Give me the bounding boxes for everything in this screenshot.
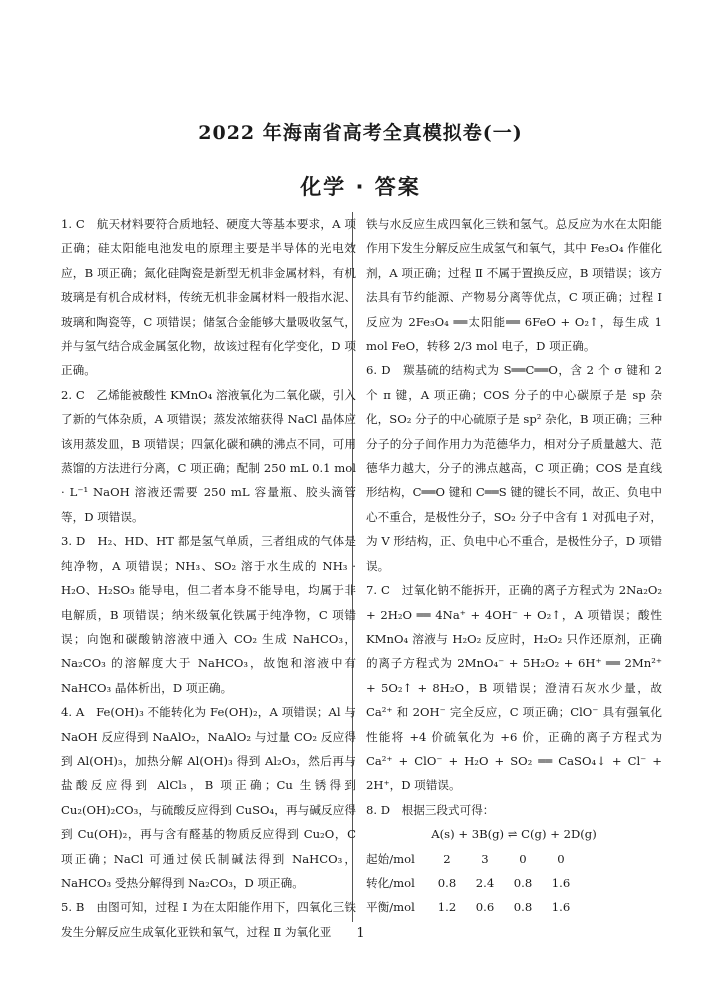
table-cell: 1.6 (551, 900, 571, 915)
row-label: 转化/mol (366, 875, 415, 890)
table-row (366, 847, 662, 871)
table-cell: 0.6 (475, 900, 495, 915)
table-cell: 1.2 (437, 900, 457, 915)
equilibrium-table (366, 822, 662, 920)
table-cell: 2.4 (475, 875, 495, 890)
table-cell: 0.8 (437, 875, 457, 890)
answer-6: 6. D 羰基硫的结构式为 S══C══O，含 2 个 σ 键和 2 个 π 键，A 项正确；COS 分子的中心碳原子是 sp 杂化，SO₂ 分子的中心硫原子是 sp² 杂化，B 项正确；三种分子的分子间作用力为范德华力，相对分子质量越大、范德华力越大，分子的沸点越高，C 项正确；COS 是直线形结构，C══O 键和 C══S 键的键长不同，故正、负电中心不重合，是极性分子，SO₂ 分子中含有 1 对孤电子对，为 V 形结构，正、负电中心不重合，是极性分子，D 项错误。 (366, 363, 662, 573)
row-label: 起始/mol (366, 851, 415, 866)
table-row (366, 871, 662, 895)
answer-1: 1. C 航天材料要符合质地轻、硬度大等基本要求，A 项正确；硅太阳能电池发电的原理主要是半导体的光电效应，B 项正确；氮化硅陶瓷是新型无机非金属材料，有机玻璃是有机合成材料，传统无机非金属材料一般指水泥、玻璃和陶瓷等，C 项错误；储氢合金能够大量吸收氢气，并与氢气结合成金属氢化物，故该过程有化学变化，D 项正确。 (61, 217, 356, 378)
answer-2: 2. C 乙烯能被酸性 KMnO₄ 溶液氧化为二氧化碳，引入了新的气体杂质，A 项错误；蒸发浓缩获得 NaCl 晶体应该用蒸发皿，B 项错误；四氯化碳和碘的沸点不同，可用蒸馏的方法进行分离，C 项正确；配制 250 mL 0.1 mol · L⁻¹ NaOH 溶液还需要 250 mL 容量瓶、胶头滴管等，D 项错误。 (61, 387, 356, 524)
right-column (366, 212, 662, 920)
page-subtitle: 化学 · 答案 (300, 175, 421, 199)
row-label: 平衡/mol (366, 900, 415, 915)
table-cell: 0.8 (513, 875, 533, 890)
table-cell: 0 (519, 851, 527, 866)
page-title: 2022 年海南省高考全真模拟卷(一) (198, 122, 523, 144)
equilibrium-equation: A(s) + 3B(g) ⇌ C(g) + 2D(g) (431, 827, 597, 842)
answer-7: 7. C 过氧化钠不能拆开，正确的离子方程式为 2Na₂O₂ + 2H₂O ══ 4Na⁺ + 4OH⁻ + O₂↑，A 项错误；酸性 KMnO₄ 溶液与 H₂O₂ 反应时，H₂O₂ 只作还原剂，正确的离子方程式为 2MnO₄⁻ + 5H₂O₂ + 6H⁺ ══ 2Mn²⁺ + 5O₂↑ + 8H₂O，B 项错误；澄清石灰水少量，故 Ca²⁺ 和 2OH⁻ 完全反应，C 项正确；ClO⁻ 具有强氧化性能将 +4 价硫氧化为 +6 价，正确的离子方程式为 Ca²⁺ + ClO⁻ + H₂O + SO₂ ══ CaSO₄↓ + Cl⁻ + 2H⁺，D 项错误。 (366, 583, 662, 793)
table-cell: 0 (557, 851, 565, 866)
answer-5: 5. B 由图可知，过程 Ⅰ 为在太阳能作用下，四氧化三铁发生分解反应生成氧化亚铁和氧气，过程 Ⅱ 为氧化亚 (61, 900, 356, 939)
page-number: 1 (356, 926, 365, 941)
answer-8: 8. D 根据三段式可得： (366, 802, 495, 817)
table-row (366, 895, 662, 919)
table-cell: 3 (481, 851, 489, 866)
answer-4: 4. A Fe(OH)₃ 不能转化为 Fe(OH)₂，A 项错误；Al 与 NaOH 反应得到 NaAlO₂，NaAlO₂ 与过量 CO₂ 反应得到 Al(OH)₃，加热分解 Al(OH)₃ 得到 Al₂O₃，然后再与盐酸反应得到 AlCl₃，B 项正确；Cu 生锈得到 Cu₂(OH)₂CO₃，与硫酸反应得到 CuSO₄，再与碱反应得到 Cu(OH)₂，再与含有醛基的物质反应得到 Cu₂O，C 项正确；NaCl 可通过侯氏制碱法得到 NaHCO₃，NaHCO₃ 受热分解得到 Na₂CO₃，D 项正确。 (61, 705, 356, 890)
table-cell: 0.8 (513, 900, 533, 915)
left-column (61, 212, 356, 944)
table-cell: 2 (443, 851, 451, 866)
table-cell: 1.6 (551, 875, 571, 890)
answer-3: 3. D H₂、HD、HT 都是氢气单质，三者组成的气体是纯净物，A 项错误；NH₃、SO₂ 溶于水生成的 NH₃ · H₂O、H₂SO₃ 能导电，但二者本身不能导电，均属于非电解质，B 项错误；纳米级氧化铁属于纯净物，C 项错误；向饱和碳酸钠溶液中通入 CO₂ 生成 NaHCO₃，Na₂CO₃ 的溶解度大于 NaHCO₃，故饱和溶液中有 NaHCO₃ 晶体析出，D 项正确。 (61, 534, 356, 695)
answer-5-continued: 铁与水反应生成四氧化三铁和氢气。总反应为水在太阳能作用下发生分解反应生成氢气和氧气，其中 Fe₃O₄ 作催化剂，A 项正确；过程 Ⅱ 不属于置换反应，B 项错误；该方法具有节约能源、产物易分离等优点，C 项正确；过程 Ⅰ 反应为 2Fe₃O₄ ══太阳能══ 6FeO + O₂↑，每生成 1 mol FeO，转移 2/3 mol 电子，D 项正确。 (366, 217, 662, 354)
